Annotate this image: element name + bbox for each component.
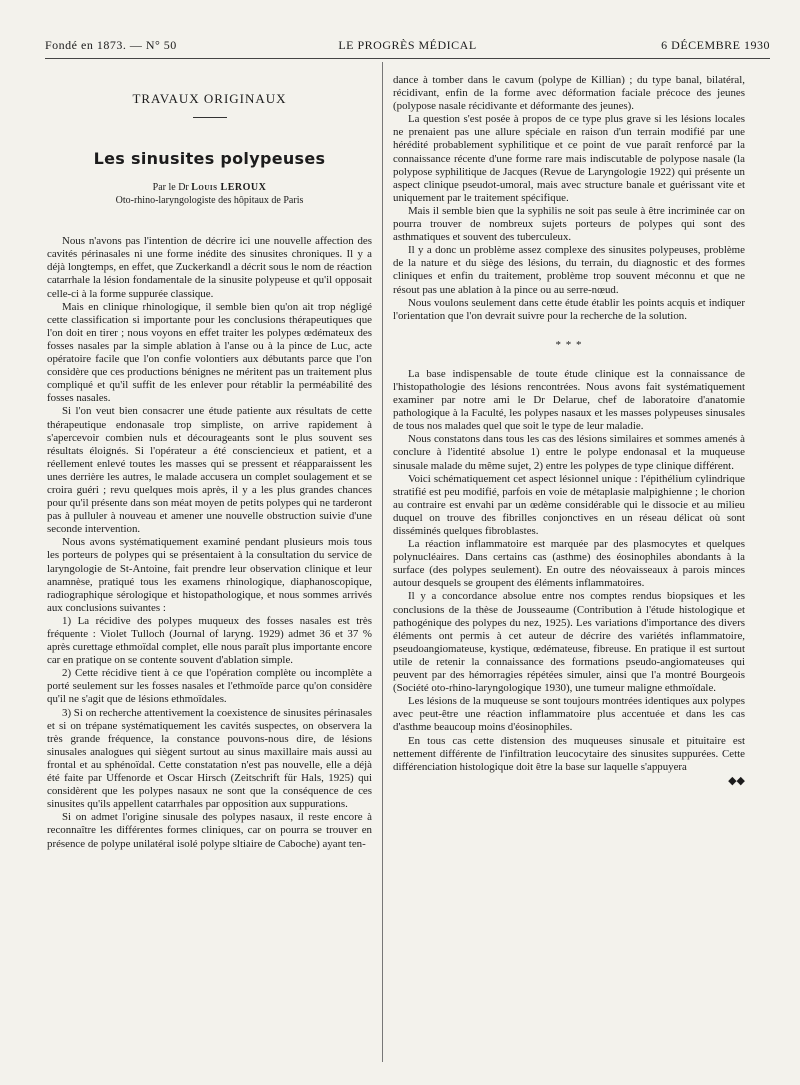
paragraph: Mais il semble bien que la syphilis ne soit pas seule à être incriminée car on pourra trouver de nombreux sujets porteurs de polypes qui sont des asthmatiques et souvent des tuberculeux.: [393, 204, 745, 244]
continuation-mark: ◆◆: [728, 774, 745, 787]
column-divider: [382, 62, 383, 1062]
paragraph: Si l'on veut bien consacrer une étude patiente aux résultats de cette thérapeutique endonasale trop simpliste, on arrive rapidement à s'apercevoir combien nuls et décourageants sont le plus souvent ses résultats éloignés. Si l'opérateur a été consciencieux et patient, et a réellement enlevé toutes les masses qui se pressent et réapparaissent les unes derrière les autres, le malade accusera un complet soulagement et se croira guéri ; revu quelques mois après, il y a les plus grandes chances pour qu'il présente dans son méat moyen de petits polypes qui ne tarderont pas à pulluler à nouveau et amener une nouvelle obstruction suivie d'une seconde intervention.: [47, 405, 372, 536]
paragraph: Nous constatons dans tous les cas des lésions similaires et sommes amenés à conclure à l'identité absolue 1) entre le polype endonasal et la muqueuse sinusale malade du même sujet, 2) entre les polypes de type clinique différent.: [393, 433, 745, 472]
paragraph: Les lésions de la muqueuse se sont toujours montrées identiques aux polypes avec peut-être une réaction inflammatoire plus accentuée et dans les cas d'asthme beaucoup moins d'éosinophiles.: [393, 695, 745, 734]
paragraph: La question s'est posée à propos de ce type plus grave si les lésions locales ne prenaient pas une allure spéciale en raison d'un terrain modifié par une hérédité probablement syphilitique et ce point de vue paraît renforcé par la connaissance récente d'une forme rare mais indiscutable de polypose nasale (la polypose syphilitique de Jacques (Revue de Laryngologie 1922) qui présente un aspect clinique pseudot-umoral, mais avec structure banale et guérissant vite et uniquement par le traitement spécifique.: [393, 113, 745, 204]
article-title: Les sinusites polypeuses: [93, 149, 326, 169]
paragraph: 2) Cette récidive tient à ce que l'opération complète ou incomplète a porté seulement sur les fosses nasales et l'ethmoïde parce qu'on considère qu'il ne s'agit que de lésions ethmoïdales.: [47, 667, 372, 706]
author-affiliation: Oto-rhino-laryngologiste des hôpitaux de Paris: [115, 195, 304, 207]
author-name: Louis LEROUX: [191, 182, 267, 194]
author-line: [47, 181, 372, 194]
running-header: [45, 38, 770, 54]
paragraph: Il y a donc un problème assez complexe des sinusites polypeuses, problème de la nature et du siège des lésions, du terrain, du diagnostic et des formes cliniques et enfin du traitement, problème trop souvent méconnu et que ne résout pas une ablation à la pince ou au serre-nœud.: [393, 244, 745, 296]
paragraph: dance à tomber dans le cavum (polype de Killian) ; du type banal, bilatéral, récidivant, enfin de la forme avec déformation faciale précoce des jeunes (polypose nasale récidivante et déformante des jeunes).: [393, 74, 745, 113]
header-date: 6 DÉCEMBRE 1930: [661, 38, 770, 52]
paragraph: La réaction inflammatoire est marquée par des plasmocytes et quelques polynucléaires. Dans certains cas (asthme) des éosinophiles abondants à la surface (des polypes seulement). En outre des néovaisseaux à parois minces autour desquels se groupent des éléments inflammatoires.: [393, 538, 745, 590]
title-rule: [193, 117, 227, 118]
right-column: [393, 74, 745, 788]
paragraph: La base indispensable de toute étude clinique est la connaissance de l'histopathologie des lésions rencontrées. Nous avons fait systématiquement examiner par notre ami le Dr Delarue, chef de laboratoire d'anatomie pathologique à la Faculté, les polypes nasaux et les masses polypeuses sinusales de tous nos malades quel que soit le type de leur maladie.: [393, 367, 745, 433]
paragraph: 3) Si on recherche attentivement la coexistence de sinusites périnasales et si on trépane systématiquement les cavités suspectes, on observera la très grande fréquence, la constance pouvons-nous dire, de lésions sinusales analogues qui siègent surtout au sinus maxillaire mais aussi au frontal et au sphénoïdal. Cette constatation n'est pas nouvelle, elle a déjà été faite par Uffenorde et Oscar Hirsch (Zeitschrift für Hals, 1925) qui considèrent que les polypes nasaux ne sont que la conséquence de ces sinusites qu'ils appellent catarrhales par opposition aux suppurations.: [47, 706, 372, 811]
header-journal-name: LE PROGRÈS MÉDICAL: [338, 38, 477, 52]
paragraph: Mais en clinique rhinologique, il semble bien qu'on ait trop négligé cette classification si importante pour les conclusions thérapeutiques que l'on doit en tirer ; nous voyons en effet traiter les polypes œdémateux des fosses nasales par la simple ablation à l'anse ou à la pince de Luc, acte opératoire facile que l'on confie volontiers aux débutants parce que l'on considère que ces productions bénignes ne méritent pas un traitement plus compliqué et qu'il suffit de les enlever pour rétablir la perméabilité des fosses nasales.: [47, 300, 372, 405]
paragraph: 1) La récidive des polypes muqueux des fosses nasales est très fréquente : Violet Tulloch (Journal of laryng. 1929) admet 36 et 37 % après curettage ethmoïdal complet, elle nous paraît plus importante encore car en pratique on se contente souvent d'ablation simple.: [47, 614, 372, 667]
left-column: [47, 74, 372, 851]
header-rule: [45, 58, 770, 59]
paragraph: Nous voulons seulement dans cette étude établir les points acquis et indiquer l'orientation que l'on devrait suivre pour la recherche de la solution.: [393, 296, 745, 322]
paragraph: En tous cas cette distension des muqueuses sinusale et pituitaire est nettement différente de l'infiltration leucocytaire des sinusites suppurées. Cette différenciation histologique doit être la base sur laquelle s'appuyera: [393, 734, 745, 773]
paragraph: Il y a concordance absolue entre nos comptes rendus biopsiques et les conclusions de la thèse de Jousseaume (Contribution à l'étude histologique et pathogénique des polypes du nez, 1925). Les variations d'importance des divers éléments ont permis à cet auteur de décrire des variétés inflammatoire, pseudoangiomateuse, kystique, œdémateuse, fibreuse. En pratique il est surtout utile de retenir la connaissance des formations pseudo-angiomateuses qui peuvent par des hémorragies répétées simuler, ainsi que l'a montré Bourgeois (Société oto-rhino-laryngologique 1930), une tumeur maligne ethmoïdale.: [393, 590, 745, 695]
paragraph: Si on admet l'origine sinusale des polypes nasaux, il reste encore à reconnaître les différentes formes cliniques, car on pourra se trouver en présence de polype unilatéral isolé polype sltiaire de Caboche) ayant ten-: [47, 811, 372, 850]
paragraph: Nous avons systématiquement examiné pendant plusieurs mois tous les porteurs de polypes qui se présentaient à la consultation du service de laryngologie de St-Antoine, fait prendre leur observation clinique et leur anamnèse, pratiqué tous les examens rhinologique, diaphanoscopique, radiographique sérologique et histopathologique, et nous sommes arrivés aux conclusions suivantes :: [47, 536, 372, 614]
paragraph: Nous n'avons pas l'intention de décrire ici une nouvelle affection des cavités périnasales ni une forme inédite des sinusites chroniques. Il y a déjà longtemps, en effet, que Zuckerkandl a décrit sous le nom de réaction catarrhale la lésion fondamentale de la sinusite polypeuse et qu'il opposait celle-ci à la forme suppurée classique.: [47, 235, 372, 300]
paragraph: Voici schématiquement cet aspect lésionnel unique : l'épithélium cylindrique stratifié est peu modifié, parfois en voie de métaplasie malpighienne ; le chorion au contraire est envahi par un œdème considérable qui le dissocie et au milieu duquel on trouve des fibrilles conjonctives en un réseau délicat où sont disséminés quelques fibroblastes.: [393, 472, 745, 537]
header-founded-issue: Fondé en 1873. — N° 50: [45, 38, 177, 52]
section-title: TRAVAUX ORIGINAUX: [132, 91, 287, 106]
author-prefix: Par le Dr: [152, 182, 189, 194]
section-break-asterism: * * *: [555, 338, 583, 351]
